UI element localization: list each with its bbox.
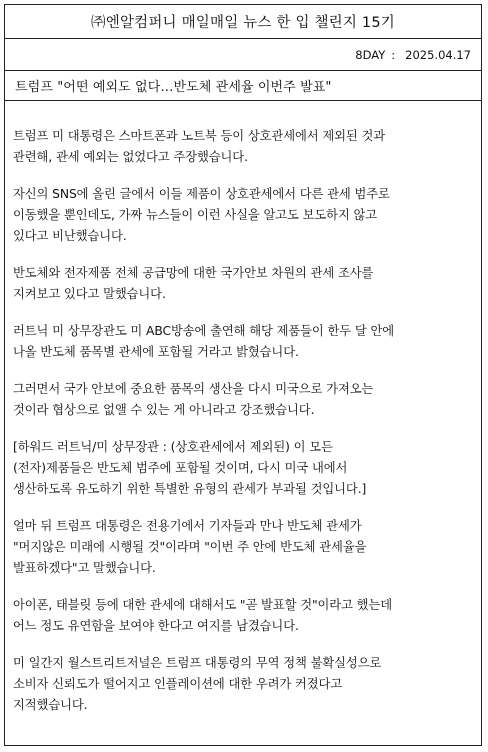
title-row xyxy=(5,5,481,39)
paragraph-9: 미 일간지 월스트리트저널은 트럼프 대통령의 무역 정책 불확실성으로 소비자 신뢰도가 떨어지고 인플레이션에 대한 우려가 커졌다고 지적했습니다. xyxy=(13,656,382,712)
date-label: 2025.04.17 xyxy=(405,47,471,62)
paragraph-1: 트럼프 미 대통령은 스마트폰과 노트북 등이 상호관세에서 제외된 것과 관련해, 관세 예외는 없었다고 주장했습니다. xyxy=(13,129,386,164)
day-label: 8DAY xyxy=(355,47,386,62)
paragraph-6-quote: [하워드 러트닉/미 상무장관 : (상호관세에서 제외된) 이 모든 (전자)제품들은 반도체 범주에 포함될 것이며, 다시 미국 내에서 생산하도록 유도하기 위한 특별한 유형의 관세가 부과될 것입니다.] xyxy=(13,440,367,496)
paragraph-3: 반도체와 전자제품 전체 공급망에 대한 국가안보 차원의 관세 조사를 지켜보고 있다고 말했습니다. xyxy=(13,266,374,301)
document-title: ㈜엔알컴퍼니 매일매일 뉴스 한 입 챌린지 15기 xyxy=(91,15,395,31)
headline-row xyxy=(5,71,481,101)
day-separator: : xyxy=(391,47,396,62)
document-frame xyxy=(4,4,482,746)
article-headline: 트럼프 "어떤 예외도 없다…반도체 관세율 이번주 발표" xyxy=(15,80,332,95)
paragraph-5: 그러면서 국가 안보에 중요한 품목의 생산을 다시 미국으로 가져오는 것이라 협상으로 없앨 수 있는 게 아니라고 강조했습니다. xyxy=(13,382,374,417)
paragraph-4: 러트닉 미 상무장관도 미 ABC방송에 출연해 해당 제품들이 한두 달 안에 나올 반도체 품목별 관세에 포함될 거라고 밝혔습니다. xyxy=(13,324,395,359)
paragraph-7: 얼마 뒤 트럼프 대통령은 전용기에서 기자들과 만나 반도체 관세가 "머지않은 미래에 시행될 것"이라며 "이번 주 안에 반도체 관세율을 발표하겠다"고 말했습니다. xyxy=(13,519,367,575)
meta-row xyxy=(5,39,481,71)
paragraph-2: 자신의 SNS에 올린 글에서 이들 제품이 상호관세에서 다른 관세 범주로 이동했을 뿐인데도, 가짜 뉴스들이 이런 사실을 알고도 보도하지 않고 있다고 비난했습니다. xyxy=(13,187,390,243)
paragraph-8: 아이폰, 태블릿 등에 대한 관세에 대해서도 "곧 발표할 것"이라고 했는데 어느 정도 유연함을 보여야 한다고 여지를 남겼습니다. xyxy=(13,598,393,633)
article-body xyxy=(13,126,475,732)
